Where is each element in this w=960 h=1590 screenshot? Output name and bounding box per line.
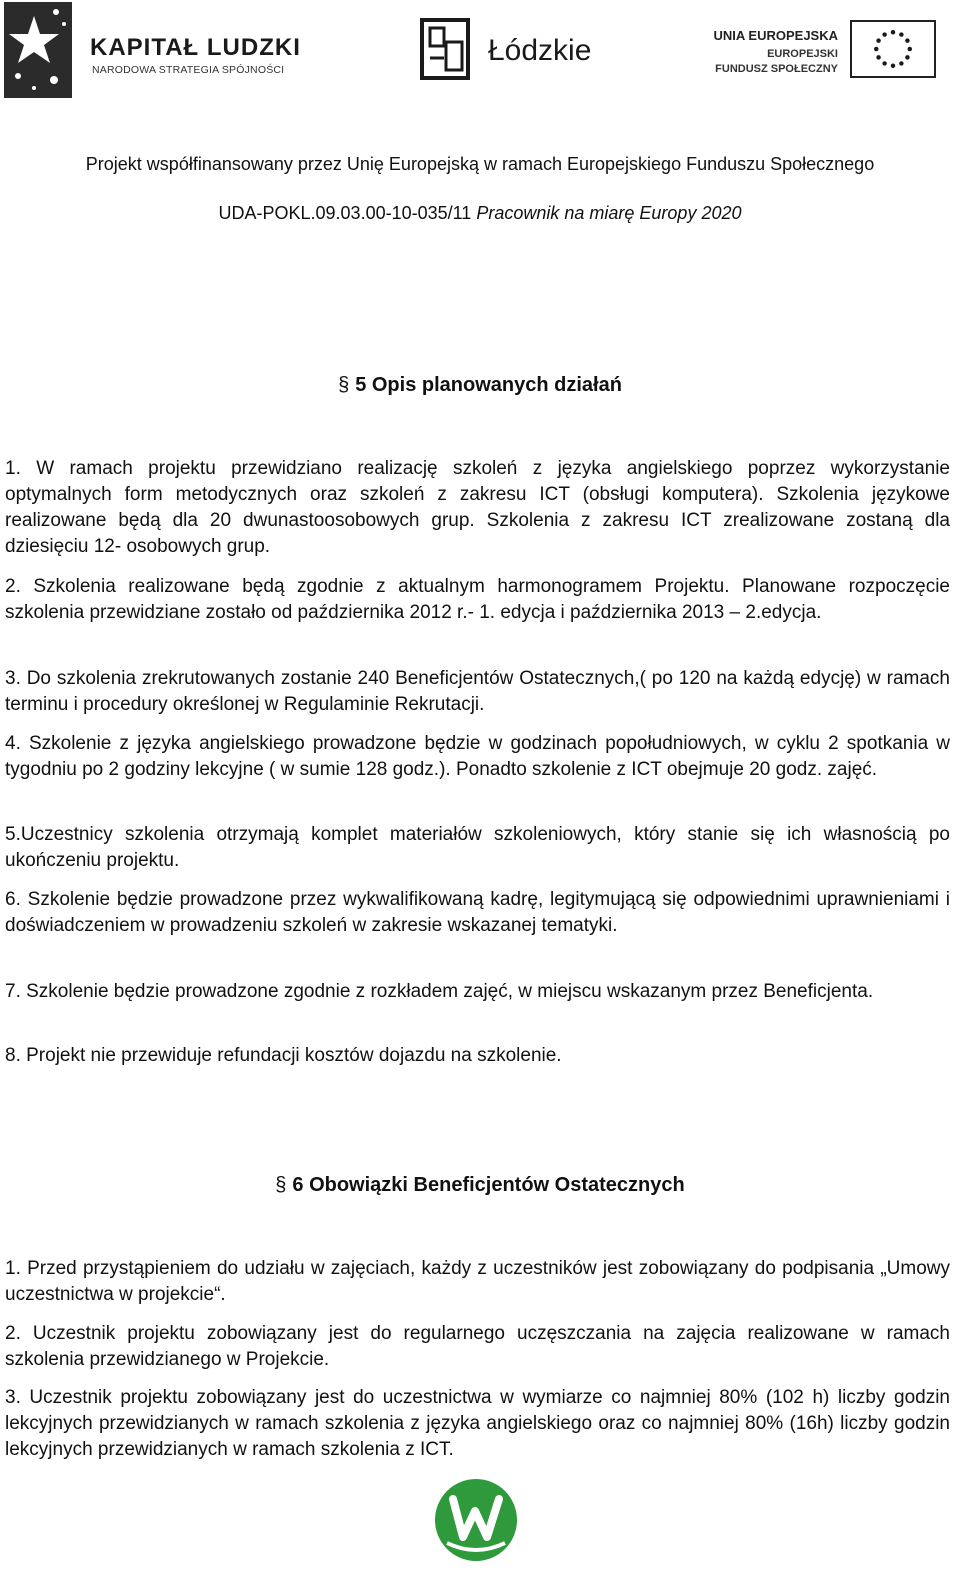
project-name: Pracownik na miarę Europy 2020 (476, 203, 742, 223)
section-5-title: 5 Opis planowanych działań (355, 374, 622, 396)
eu-logo-line2: EUROPEJSKI (767, 48, 838, 60)
lodzkie-logo-text: Łódzkie (488, 34, 592, 67)
s5-item-5: 5.Uczestnicy szkolenia otrzymają komplet materiałów szkoleniowych, który stanie się ich własnością po ukończeniu projektu. (5, 824, 950, 871)
kapital-ludzki-title: KAPITAŁ LUDZKI (90, 34, 301, 61)
eu-logo-line1: UNIA EUROPEJSKA (713, 28, 838, 43)
eu-logo (710, 20, 950, 90)
kapital-ludzki-subtitle: NARODOWA STRATEGIA SPÓJNOŚCI (92, 64, 285, 76)
s5-item-8: 8. Projekt nie przewiduje refundacji kosztów dojazdu na szkolenie. (5, 1045, 562, 1066)
s5-item-1: 1. W ramach projektu przewidziano realizację szkoleń z języka angielskiego poprzez wykorzystanie optymalnych form metodycznych oraz szkoleń z zakresu ICT (obsługi komputera). Szkolenia językowe realizowane będą dla 20 dwunastoosobowych grup. Szkolenia z zakresu ICT zrealizowane zostaną dla dziesięciu 12- osobowych grup. (5, 458, 950, 557)
s6-item-2: 2. Uczestnik projektu zobowiązany jest do regularnego uczęszczania na zajęcia realizowane w ramach szkolenia przewidzianego w Projekcie. (5, 1323, 950, 1370)
paragraph-sign: § (338, 374, 350, 396)
eu-logo-lines (688, 47, 838, 77)
s5-item-2: 2. Szkolenia realizowane będą zgodnie z aktualnym harmonogramem Projektu. Planowane rozpoczęcie szkolenia przewidziane zostało od października 2012 r.- 1. edycja i października 2013 – 2.edycja. (5, 576, 950, 623)
lodzkie-mark-icon (420, 18, 470, 80)
section-5-heading (0, 374, 960, 397)
s6-item-1: 1. Przed przystąpieniem do udziału w zajęciach, każdy z uczestników jest zobowiązany do podpisania „Umowy uczestnictwa w projekcie“. (5, 1258, 950, 1305)
s5-item-7: 7. Szkolenie będzie prowadzone zgodnie z rozkładem zajęć, w miejscu wskazanym przez Beneficjenta. (5, 981, 874, 1002)
project-code-line (0, 203, 960, 224)
kapital-ludzki-logo (4, 2, 304, 102)
cofinancing-statement: Projekt współfinansowany przez Unię Europejską w ramach Europejskiego Funduszu Społecznego (85, 154, 875, 174)
eu-flag-icon (850, 20, 936, 78)
paragraph-sign: § (275, 1174, 287, 1196)
s5-item-4: 4. Szkolenie z języka angielskiego prowadzone będzie w godzinach popołudniowych, w cyklu 2 spotkania w tygodniu po 2 godziny lekcyjne ( w sumie 128 godz.). Ponadto szkolenie z ICT obejmuje 20 godz. zajęć. (5, 733, 950, 780)
project-code: UDA-POKL.09.03.00-10-035/11 (218, 203, 472, 223)
section-6-title: 6 Obowiązki Beneficjentów Ostatecznych (292, 1174, 685, 1196)
s6-item-3: 3. Uczestnik projektu zobowiązany jest do uczestnictwa w wymiarze co najmniej 80% (102 h) liczby godzin lekcyjnych przewidzianych w ramach szkolenia z języka angielskiego oraz co najmniej 80% (16h) liczby godzin lekcyjnych przewidzianych w ramach szkolenia z ICT. (5, 1387, 950, 1460)
lodzkie-logo (420, 18, 610, 88)
lw-green-logo-icon (433, 1477, 519, 1563)
s5-item-6: 6. Szkolenie będzie prowadzone przez wykwalifikowaną kadrę, legitymującą się odpowiednimi uprawnieniami i doświadczeniem w prowadzeniu szkoleń w zakresie wskazanej tematyki. (5, 889, 950, 936)
kapital-ludzki-star-icon (4, 2, 72, 98)
section-6-heading (0, 1174, 960, 1197)
eu-logo-line3: FUNDUSZ SPOŁECZNY (715, 63, 838, 75)
s5-item-3: 3. Do szkolenia zrekrutowanych zostanie 240 Beneficjentów Ostatecznych,( po 120 na każdą edycję) w ramach terminu i procedury określonej w Regulaminie Rekrutacji. (5, 668, 950, 715)
